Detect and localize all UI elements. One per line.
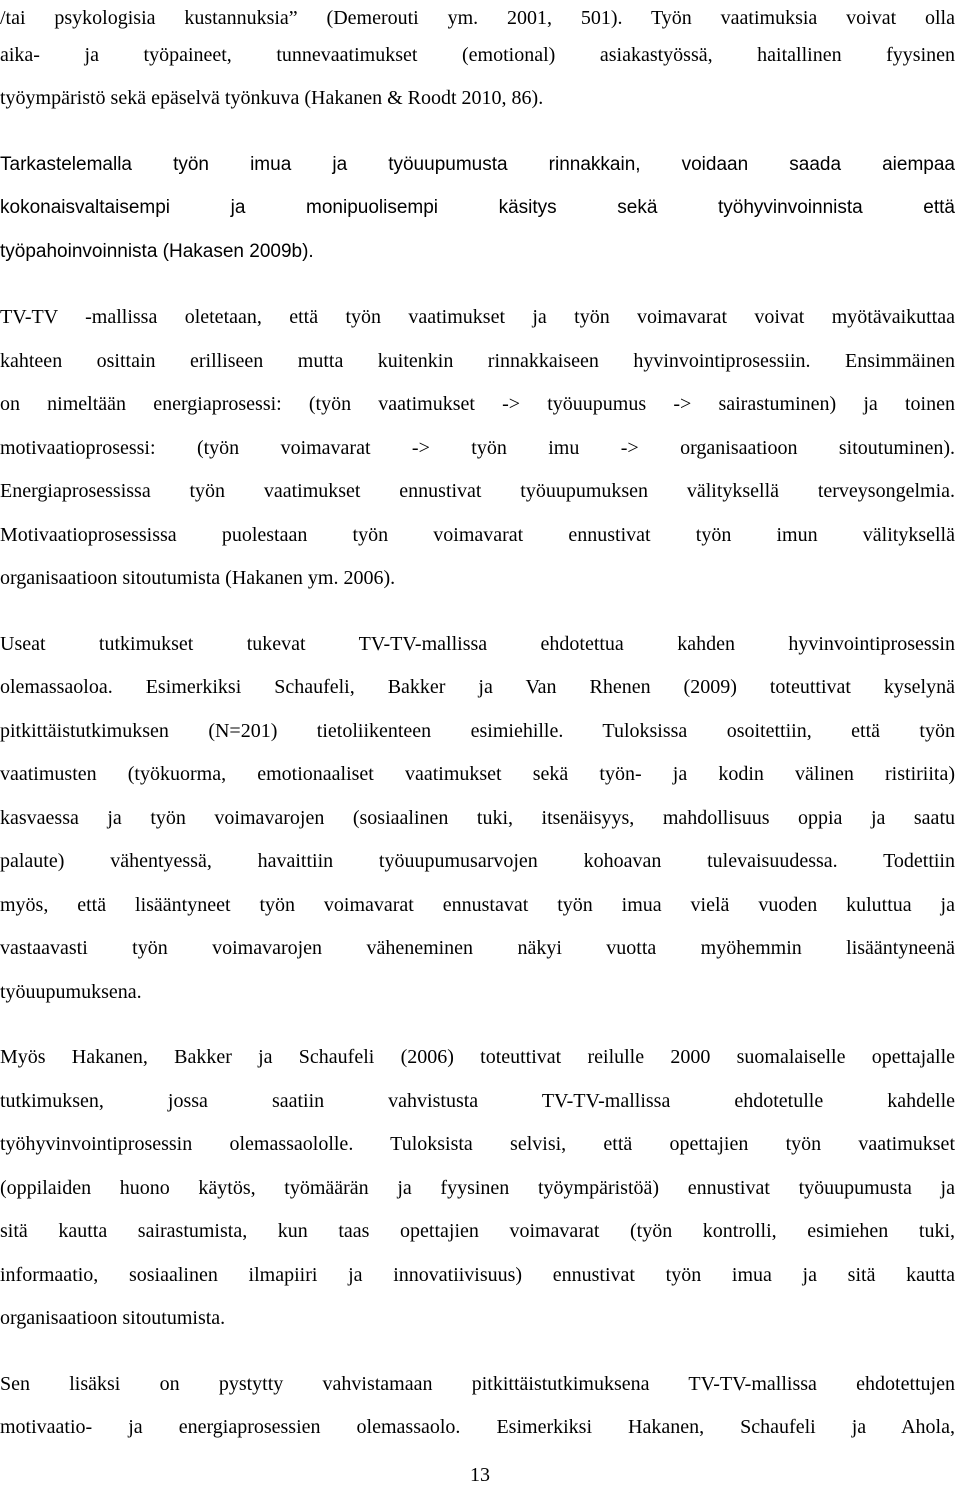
text-line: palaute) vähentyessä, havaittiin työuupumusarvojen kohoavan tulevaisuudessa. Todettiin: [0, 850, 955, 872]
text-line: työympäristö sekä epäselvä työnkuva (Hakanen & Roodt 2010, 86).: [0, 87, 544, 109]
text-line: Useat tutkimukset tukevat TV-TV-mallissa ehdotettua kahden hyvinvointiprosessin: [0, 633, 955, 655]
text-line: Motivaatioprosessissa puolestaan työn voimavarat ennustivat työn imun välityksellä: [0, 524, 955, 546]
text-line: kahteen osittain erilliseen mutta kuitenkin rinnakkaiseen hyvinvointiprosessiin. Ensimmäinen: [0, 350, 955, 372]
text-line: myös, että lisääntyneet työn voimavarat ennustavat työn imua vielä vuoden kuluttua ja: [0, 894, 955, 916]
text-line: organisaatioon sitoutumista (Hakanen ym. 2006).: [0, 567, 396, 589]
text-line: motivaatio- ja energiaprosessien olemassaolo. Esimerkiksi Hakanen, Schaufeli ja Ahola,: [0, 1416, 955, 1438]
text-line: (oppilaiden huono käytös, työmäärän ja fyysinen työympäristöä) ennustivat työuupumusta ja: [0, 1177, 955, 1199]
text-line: työuupumuksena.: [0, 981, 142, 1003]
text-line: Sen lisäksi on pystytty vahvistamaan pitkittäistutkimuksena TV-TV-mallissa ehdotettujen: [0, 1373, 955, 1395]
text-line: työhyvinvointiprosessin olemassaololle. Tuloksista selvisi, että opettajien työn vaatimukset: [0, 1133, 955, 1155]
text-line: vaatimusten (työkuorma, emotionaaliset vaatimukset sekä työn- ja kodin välinen ristiriita): [0, 763, 955, 785]
text-line: vastaavasti työn voimavarojen väheneminen näkyi vuotta myöhemmin lisääntyneenä: [0, 937, 955, 959]
text-line: Energiaprosessissa työn vaatimukset ennustivat työuupumuksen välityksellä terveysongelmia.: [0, 480, 955, 502]
text-line: aika- ja työpaineet, tunnevaatimukset (emotional) asiakastyössä, haitallinen fyysinen: [0, 44, 955, 66]
text-line: kasvaessa ja työn voimavarojen (sosiaalinen tuki, itsenäisyys, mahdollisuus oppia ja saatu: [0, 807, 955, 829]
text-line: pitkittäistutkimuksen (N=201) tietoliikenteen esimiehille. Tuloksissa osoitettiin, että työn: [0, 720, 955, 742]
text-line: kokonaisvaltaisempi ja monipuolisempi käsitys sekä työhyvinvoinnista että: [0, 197, 955, 218]
text-line: organisaatioon sitoutumista.: [0, 1307, 226, 1329]
text-line: informaatio, sosiaalinen ilmapiiri ja innovatiivisuus) ennustivat työn imua ja sitä kautta: [0, 1264, 955, 1286]
text-line: motivaatioprosessi: (työn voimavarat -> työn imu -> organisaatioon sitoutuminen).: [0, 437, 955, 459]
text-line: olemassaoloa. Esimerkiksi Schaufeli, Bakker ja Van Rhenen (2009) toteuttivat kyselynä: [0, 676, 955, 698]
text-line: TV-TV -mallissa oletetaan, että työn vaatimukset ja työn voimavarat voivat myötävaikuttaa: [0, 306, 955, 328]
text-line: Tarkastelemalla työn imua ja työuupumusta rinnakkain, voidaan saada aiempaa: [0, 154, 955, 175]
page-number: 13: [470, 1464, 490, 1486]
text-line: työpahoinvoinnista (Hakasen 2009b).: [0, 241, 314, 262]
text-line: tutkimuksen, jossa saatiin vahvistusta TV-TV-mallissa ehdotetulle kahdelle: [0, 1090, 955, 1112]
text-line: /tai psykologisia kustannuksia” (Demerouti ym. 2001, 501). Työn vaatimuksia voivat olla: [0, 7, 955, 29]
text-line: Myös Hakanen, Bakker ja Schaufeli (2006) toteuttivat reilulle 2000 suomalaiselle opettajalle: [0, 1046, 955, 1068]
text-line: on nimeltään energiaprosessi: (työn vaatimukset -> työuupumus -> sairastuminen) ja toinen: [0, 393, 955, 415]
text-line: sitä kautta sairastumista, kun taas opettajien voimavarat (työn kontrolli, esimiehen tuki,: [0, 1220, 955, 1242]
